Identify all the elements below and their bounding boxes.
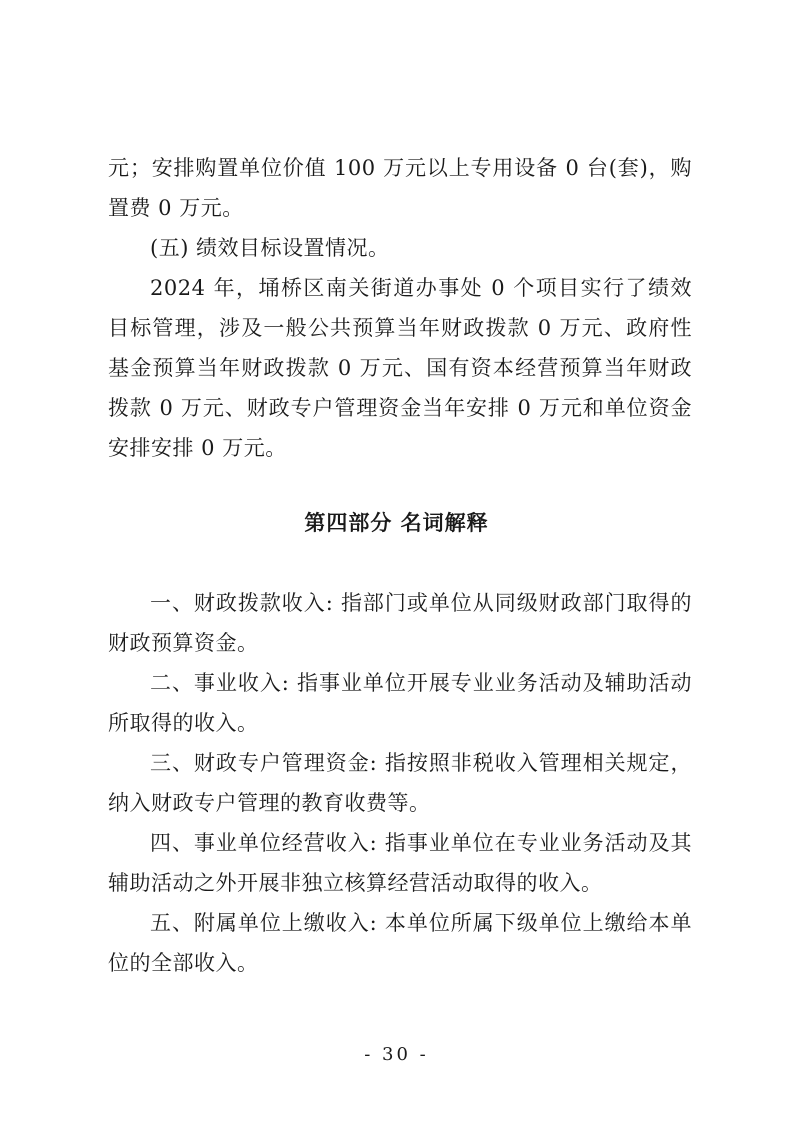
term-business-income: 二、事业收入: 指事业单位开展专业业务活动及辅助活动所取得的收入。 [108, 671, 692, 735]
page-number: - 30 - [364, 1044, 429, 1065]
paragraph-equipment-purchase: 元；安排购置单位价值 100 万元以上专用设备 0 台(套)，购置费 0 万元。 [108, 156, 692, 220]
term-fiscal-special-account: 三、财政专户管理资金: 指按照非税收入管理相关规定，纳入财政专户管理的教育收费等。 [108, 751, 692, 815]
paragraph-performance-heading: (五) 绩效目标设置情况。 [150, 236, 390, 260]
term-fiscal-appropriation: 一、财政拨款收入: 指部门或单位从同级财政部门取得的财政预算资金。 [108, 591, 692, 655]
paragraph-performance-detail: 2024 年，埇桥区南关街道办事处 0 个项目实行了绩效目标管理，涉及一般公共预算当年财政拨款 0 万元、政府性基金预算当年财政拨款 0 万元、国有资本经营预算当年财政拨款 0 万元、财政专户管理资金当年安排 0 万元和单位资金安排安排 0 万元。 [108, 276, 692, 460]
term-operating-income: 四、事业单位经营收入: 指事业单位在专业业务活动及其辅助活动之外开展非独立核算经营活动取得的收入。 [108, 831, 692, 895]
term-subordinate-remittance: 五、附属单位上缴收入: 本单位所属下级单位上缴给本单位的全部收入。 [108, 911, 692, 975]
section-title: 第四部分 名词解释 [304, 511, 489, 535]
